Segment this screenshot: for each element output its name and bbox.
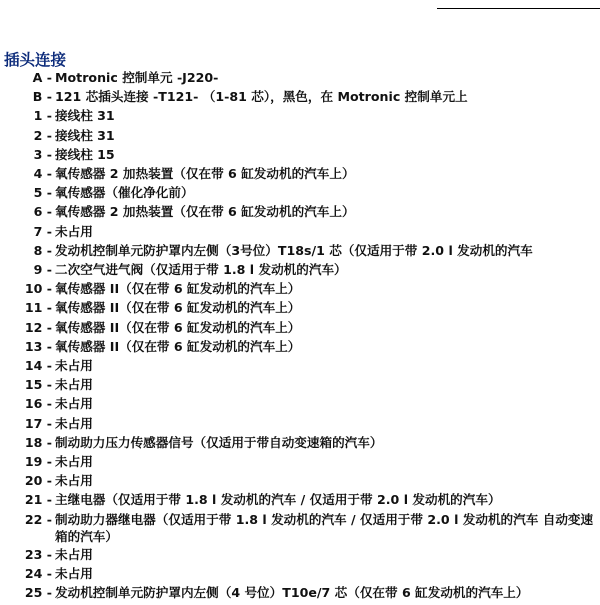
pin-number: 2 -: [33, 127, 52, 143]
pin-number: 4 -: [33, 166, 52, 182]
pin-number: 19 -: [24, 454, 52, 470]
pin-description: 未占用: [55, 547, 93, 563]
section-title: 插头连接: [4, 51, 67, 69]
pin-row: [0, 87, 600, 106]
pin-description: 主继电器（仅适用于带 1.8 l 发动机的汽车 / 仅适用于带 2.0 l 发动机的汽车）: [55, 492, 501, 508]
pin-number: 9 -: [33, 262, 52, 278]
pin-description: 制动助力压力传感器信号（仅适用于带自动变速箱的汽车）: [55, 434, 383, 450]
pin-description: 氧传感器 2 加热装置（仅在带 6 缸发动机的汽车上）: [55, 166, 355, 182]
pin-description: 未占用: [55, 223, 93, 239]
pin-row: [0, 337, 600, 356]
pin-description: 氧传感器 II（仅在带 6 缸发动机的汽车上）: [55, 300, 301, 316]
pin-description: Motronic 控制单元 -J220-: [55, 70, 219, 85]
pin-number: 16 -: [24, 396, 52, 412]
pin-description: 未占用: [55, 454, 93, 470]
pin-number: 21 -: [24, 492, 52, 508]
pin-number: 25 -: [24, 585, 52, 601]
pin-row: [0, 241, 600, 260]
pin-number: 10 -: [24, 281, 52, 297]
pin-number: 20 -: [24, 473, 52, 489]
pin-number: 24 -: [24, 566, 52, 582]
pin-number: 14 -: [24, 358, 52, 374]
pin-description: 二次空气进气阀（仅适用于带 1.8 l 发动机的汽车）: [55, 262, 347, 278]
pin-row: [0, 318, 600, 337]
connector-pin-list: [0, 68, 600, 603]
pin-description: 未占用: [55, 377, 93, 393]
pin-description: 未占用: [55, 415, 93, 431]
pin-description: 未占用: [55, 473, 93, 489]
pin-row: [0, 222, 600, 241]
pin-row: [0, 260, 600, 279]
pin-row: [0, 452, 600, 471]
pin-number: A -: [32, 70, 52, 85]
pin-row: [0, 164, 600, 183]
pin-number: 7 -: [33, 223, 52, 239]
pin-number: 17 -: [24, 415, 52, 431]
pin-description: 121 芯插头连接 -T121- （1-81 芯），黑色，在 Motronic 控制单元上: [55, 89, 468, 105]
pin-row: [0, 375, 600, 394]
pin-number: 22 -: [24, 511, 52, 527]
pin-row: [0, 68, 600, 87]
pin-number: 5 -: [33, 185, 52, 201]
pin-row: [0, 183, 600, 202]
pin-number: 6 -: [33, 204, 52, 220]
pin-row: [0, 433, 600, 452]
pin-description: 发动机控制单元防护罩内左侧（3号位）T18s/1 芯（仅适用于带 2.0 l 发动机的汽车: [55, 242, 533, 258]
pin-number: 18 -: [24, 434, 52, 450]
pin-row: [0, 545, 600, 564]
pin-number: 3 -: [33, 146, 52, 162]
pin-row: [0, 583, 600, 602]
pin-description: 未占用: [55, 358, 93, 374]
pin-row: [0, 471, 600, 490]
header-rule: [437, 8, 600, 9]
pin-row: [0, 126, 600, 145]
pin-number: 13 -: [24, 338, 52, 354]
pin-row: [0, 490, 600, 509]
pin-number: 1 -: [33, 108, 52, 124]
pin-description: 未占用: [55, 396, 93, 412]
pin-row: [0, 279, 600, 298]
pin-description: 氧传感器（催化净化前）: [55, 185, 194, 201]
pin-row: [0, 356, 600, 375]
pin-number: 15 -: [24, 377, 52, 393]
pin-description: 氧传感器 II（仅在带 6 缸发动机的汽车上）: [55, 338, 301, 354]
pin-number: 12 -: [24, 319, 52, 335]
pin-number: 23 -: [24, 547, 52, 563]
pin-description: 接线柱 15: [55, 146, 115, 162]
pin-row: [0, 414, 600, 433]
pin-description: 氧传感器 II（仅在带 6 缸发动机的汽车上）: [55, 319, 301, 335]
pin-description: 接线柱 31: [55, 127, 115, 143]
pin-description: 氧传感器 2 加热装置（仅在带 6 缸发动机的汽车上）: [55, 204, 355, 220]
pin-row: [0, 510, 600, 545]
pin-number: B -: [32, 89, 52, 105]
pin-row: [0, 298, 600, 317]
pin-row: [0, 202, 600, 221]
pin-row: [0, 564, 600, 583]
pin-row: [0, 106, 600, 125]
pin-number: 11 -: [24, 300, 52, 316]
pin-row: [0, 394, 600, 413]
pin-description: 未占用: [55, 566, 93, 582]
pin-description: 制动助力器继电器（仅适用于带 1.8 l 发动机的汽车 / 仅适用于带 2.0 l 发动机的汽车 自动变速箱的汽车）: [55, 511, 594, 544]
pin-description: 接线柱 31: [55, 108, 115, 124]
pin-description: 氧传感器 II（仅在带 6 缸发动机的汽车上）: [55, 281, 301, 297]
pin-description: 发动机控制单元防护罩内左侧（4 号位）T10e/7 芯（仅在带 6 缸发动机的汽车上）: [55, 585, 529, 601]
pin-row: [0, 145, 600, 164]
pin-number: 8 -: [33, 242, 52, 258]
